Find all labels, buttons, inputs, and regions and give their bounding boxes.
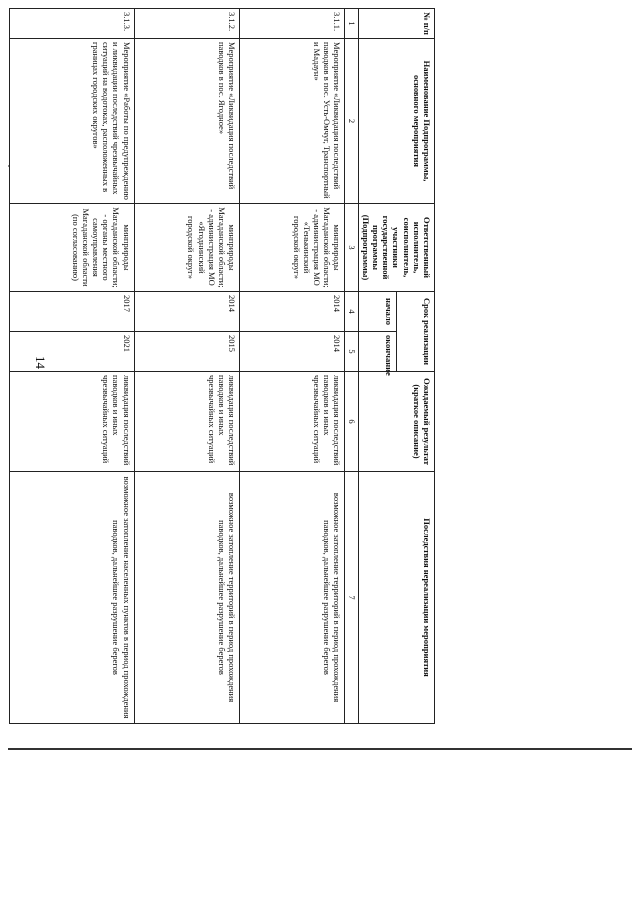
header-end: окончание [358,332,396,372]
row-result: ликвидация последствий паводков и иных чрезвычайных ситуаций [240,372,345,472]
column-number-row [345,9,358,724]
row-start: 2017 [10,292,135,332]
row-name: Мероприятие «Работы по предупреждению и ликвидации последствий чрезвычайных ситуаций на водотоках, расположенных в границах городских округов» [10,39,135,204]
table-row [240,9,345,724]
measures-table [9,8,435,724]
row-responsible: минприроды Магаданской области; - администрация МО «Ягоднинский городской округ» [134,204,239,292]
table-row [10,9,135,724]
page-number: 14 [33,356,48,369]
header-row [396,9,434,724]
row-end: 2015 [134,332,239,372]
header-period: Срок реализации [396,292,434,372]
row-num: 3.1.3. [10,9,135,39]
row-start: 2014 [240,292,345,332]
row-result: ликвидация последствий паводков и иных чрезвычайных ситуаций [134,372,239,472]
table-row [134,9,239,724]
bottom-divider [8,748,632,750]
header-name: Наименование Подпрограммы, основного мероприятия [358,39,434,204]
column-number: 3 [345,204,358,292]
column-number: 1 [345,9,358,39]
column-number: 2 [345,39,358,204]
row-consequences: возможное затопление населенных пунктов в период прохождения паводков, дальнейшее разрушение берегов [10,472,135,724]
row-num: 3.1.1. [240,9,345,39]
row-name: Мероприятие «Ликвидация последствий паводков в пос. Ягодное» [134,39,239,204]
rotated-table-container [55,8,435,723]
row-result: ликвидация последствий паводков и иных чрезвычайных ситуаций [10,372,135,472]
row-responsible: минприроды Магаданской области; - органы местного самоуправления Магаданской области (по согласованию) [10,204,135,292]
row-responsible: минприроды Магаданской области; - администрация МО «Тенькинский городской округ» [240,204,345,292]
header-num: № п/п [358,9,434,39]
row-name: Мероприятие «Ликвидация последствий паводков в пос. Усть-Омчуг, Транспортный и Мадаун» [240,39,345,204]
header-responsible: Ответственный исполнитель, соисполнитель, участники государственной программы (Подпрограммы) [358,204,434,292]
column-number: 4 [345,292,358,332]
header-result: Ожидаемый результат (краткое описание) [358,372,434,472]
row-start: 2014 [134,292,239,332]
row-num: 3.1.2. [134,9,239,39]
column-number: 5 [345,332,358,372]
row-consequences: возможное затопление территорий в период прохождения паводков, дальнейшее разрушение берегов [240,472,345,724]
header-consequences: Последствия нереализации мероприятия [358,472,434,724]
header-start: начало [358,292,396,332]
column-number: 6 [345,372,358,472]
row-consequences: возможное затопление территорий в период прохождения паводков, дальнейшее разрушение берегов [134,472,239,724]
column-number: 7 [345,472,358,724]
row-end: 2021 [10,332,135,372]
row-end: 2014 [240,332,345,372]
